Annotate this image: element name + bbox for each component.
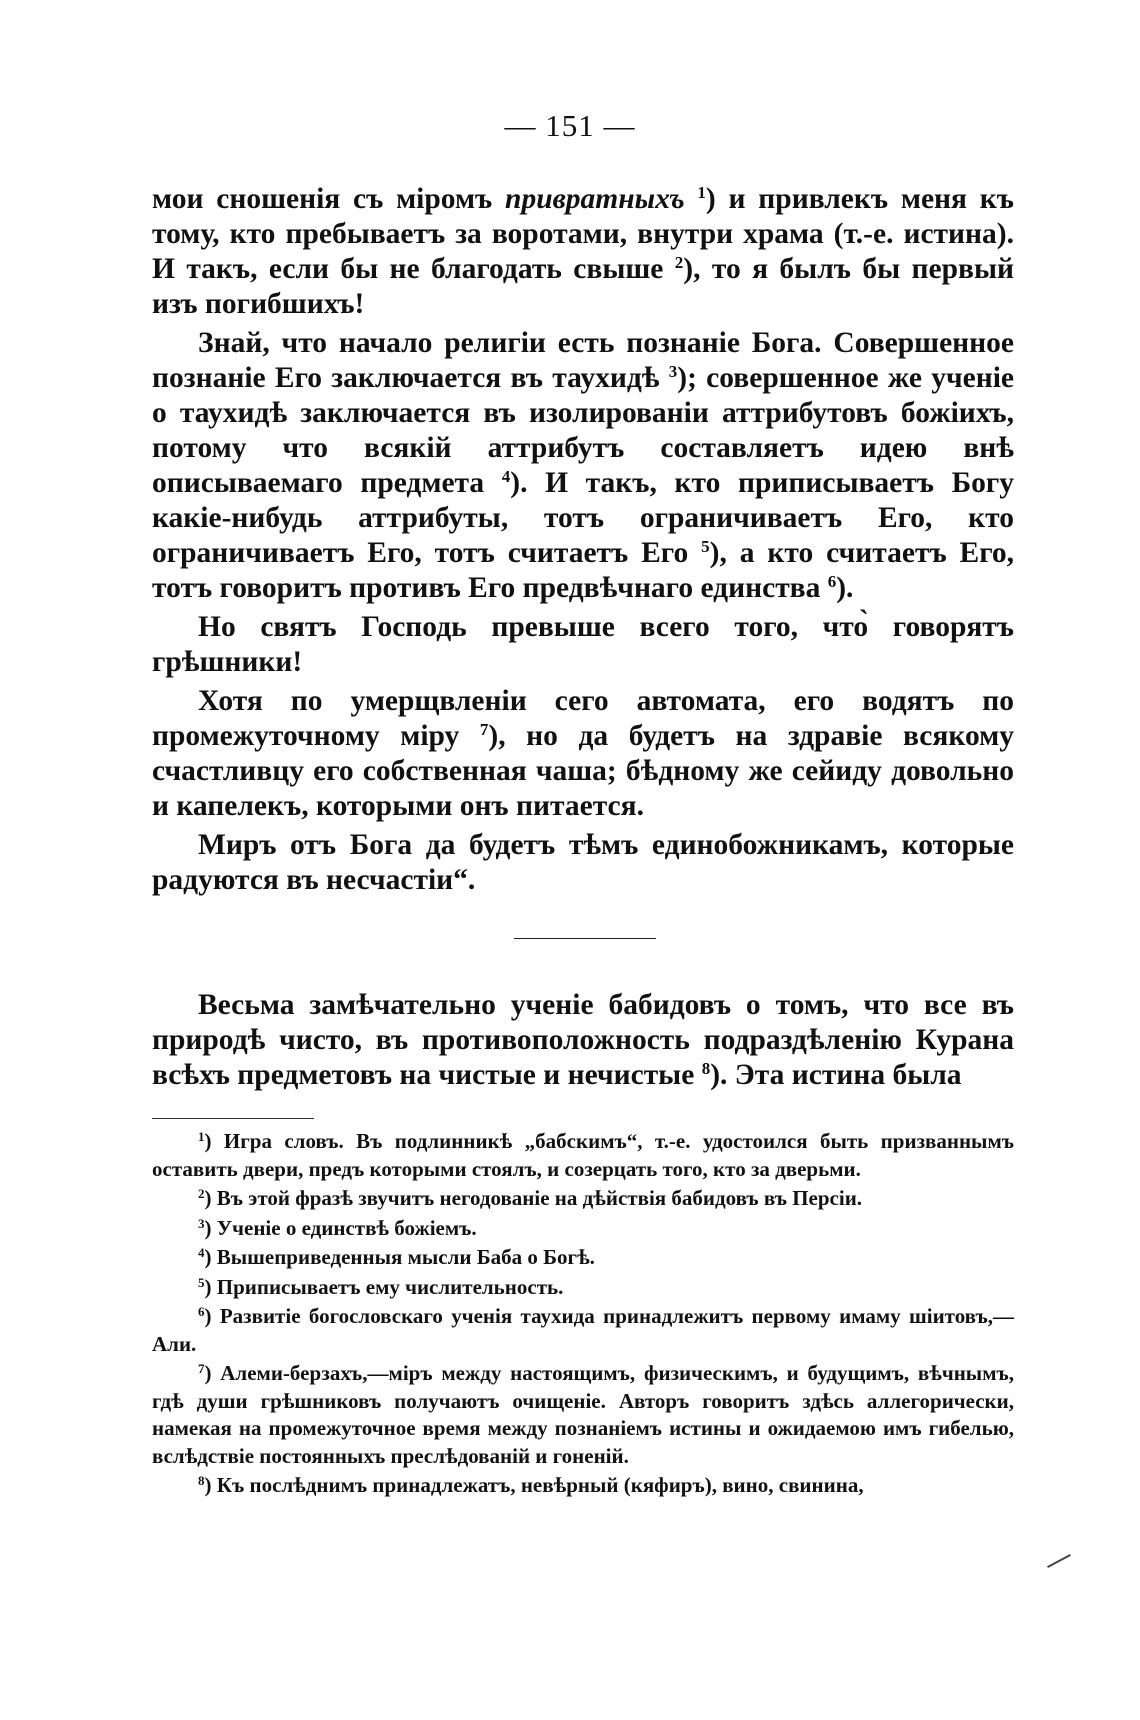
text-run: ) и привлекъ меня къ тому, кто пребываетъ за воротами, внутри храма (т.-е. истина). И такъ, если бы не благодать свыше: [152, 183, 1014, 285]
footnote-reference: 1: [697, 183, 706, 202]
footnote-text: ) Въ этой фразѣ звучитъ негодованіе на дѣйствія бабидовъ въ Персіи.: [204, 1186, 863, 1210]
paragraph: [152, 684, 1014, 824]
section-divider: [514, 938, 656, 939]
footnote: [152, 1244, 1014, 1272]
footnote-reference: 5: [701, 537, 710, 556]
paragraph: [152, 828, 1014, 898]
text-run: Знай, что начало религіи есть познаніе Бога. Совершенное познаніе Его заключается въ таухидѣ: [152, 327, 1014, 394]
footnote: [152, 1128, 1014, 1183]
footnote-text: ) Ученіе о единствѣ божіемъ.: [204, 1215, 477, 1240]
footnote-text: ) Развитіе богословскаго ученія таухида принадлежитъ первому имаму шіитовъ,—Али.: [152, 1304, 1014, 1356]
footnote: [152, 1472, 1014, 1500]
page-number: — 151 —: [504, 108, 636, 143]
footnote-number: 1: [198, 1129, 205, 1144]
text-run: Весьма замѣчательно ученіе бабидовъ о томъ, что все въ природѣ чисто, въ противоположность подраздѣленію Курана всѣхъ предметовъ на чистые и нечистые: [152, 989, 1014, 1091]
footnote: [152, 1185, 1014, 1213]
main-text: [152, 182, 1014, 898]
text-run: ), но да будетъ на здравіе всякому счастливцу его собственная чаша; бѣдному же сейиду довольно и капелекъ, которыми онъ питается.: [152, 720, 1014, 822]
footnote-number: 5: [198, 1274, 205, 1290]
text-run: Хотя по умерщвленіи сего автомата, его водятъ по промежуточному міру: [152, 685, 1014, 752]
footnote-number: 3: [198, 1215, 205, 1231]
italic-text: привратныхъ: [505, 183, 685, 215]
footnote-text: ) Игра словъ. Въ подлинникѣ „бабскимъ“, т.-е. удостоился быть призваннымъ оставить двери, предъ которыми стоялъ, и созерцать того, кто за дверьми.: [152, 1129, 1014, 1181]
text-run: ); совершенное же ученіе о таухидѣ заключается въ изолированіи аттрибутовъ божіихъ, потому что всякій аттрибутъ составляетъ идею внѣ описываемаго предмета: [152, 362, 1014, 499]
footnote-number: 2: [198, 1186, 205, 1201]
text-run: Но святъ Господь превыше всего того, что̀ говорятъ грѣшники!: [152, 611, 1014, 678]
text-run: ), а кто считаетъ Его, тотъ говоритъ противъ Его предвѣчнаго единства: [152, 537, 1015, 604]
footnote-number: 6: [198, 1304, 205, 1319]
footnote: [152, 1303, 1014, 1358]
footnote: [152, 1215, 1014, 1243]
footnote-reference: 6: [827, 572, 837, 591]
paragraph: [152, 326, 1014, 606]
text-run: ), то я былъ бы первый изъ погибшихъ!: [152, 253, 1014, 320]
footnote-reference: 7: [479, 720, 489, 739]
footnote-text: ) Къ послѣднимъ принадлежатъ, невѣрный (кяфиръ), вино, свинина,: [204, 1473, 864, 1497]
footnote-number: 4: [198, 1245, 205, 1260]
footnote: [152, 1360, 1014, 1470]
paragraph: [152, 182, 1014, 322]
margin-pencil-mark: [1047, 1554, 1071, 1568]
text-run: мои сношенія съ міромъ: [152, 183, 506, 215]
footnote-text: ) Алеми-берзахъ,—міръ между настоящимъ, физическимъ, и будущимъ, вѣчнымъ, гдѣ души грѣшниковъ получаютъ очищеніе. Авторъ говоритъ здѣсь аллегорически, намекая на промежуточное время между познаніемъ истины и ожидаемою имъ гибелью, вслѣдствіе постоянныхъ преслѣдованій и гоненій.: [152, 1361, 1014, 1468]
paragraph: [152, 610, 1014, 680]
footnote-divider: [152, 1118, 314, 1119]
text-run: [685, 183, 698, 215]
footnote-reference: 2: [674, 253, 684, 272]
footnote: [152, 1274, 1014, 1302]
footnote-reference: 4: [501, 467, 511, 486]
text-run: ). И такъ, кто приписываетъ Богу какіе-нибудь аттрибуты, тотъ ограничиваетъ Его, кто ограничиваетъ Его, тотъ считаетъ Его: [152, 467, 1014, 569]
footnote-reference: 8: [701, 1059, 711, 1078]
text-run: ).: [836, 572, 854, 604]
footnote-number: 7: [198, 1361, 205, 1376]
footnote-text: ) Вышеприведенныя мысли Баба о Богѣ.: [204, 1245, 595, 1269]
text-run: ). Эта истина была: [710, 1059, 962, 1091]
text-run: Миръ отъ Бога да будетъ тѣмъ единобожникамъ, которые радуются въ несчастіи“.: [152, 829, 1014, 896]
footnote-reference: 3: [668, 362, 678, 381]
footnote-number: 8: [198, 1473, 205, 1488]
footnotes: [152, 1128, 1014, 1502]
paragraph-after-divider: [152, 988, 1014, 1093]
footnote-text: ) Приписываетъ ему числительность.: [204, 1274, 564, 1299]
